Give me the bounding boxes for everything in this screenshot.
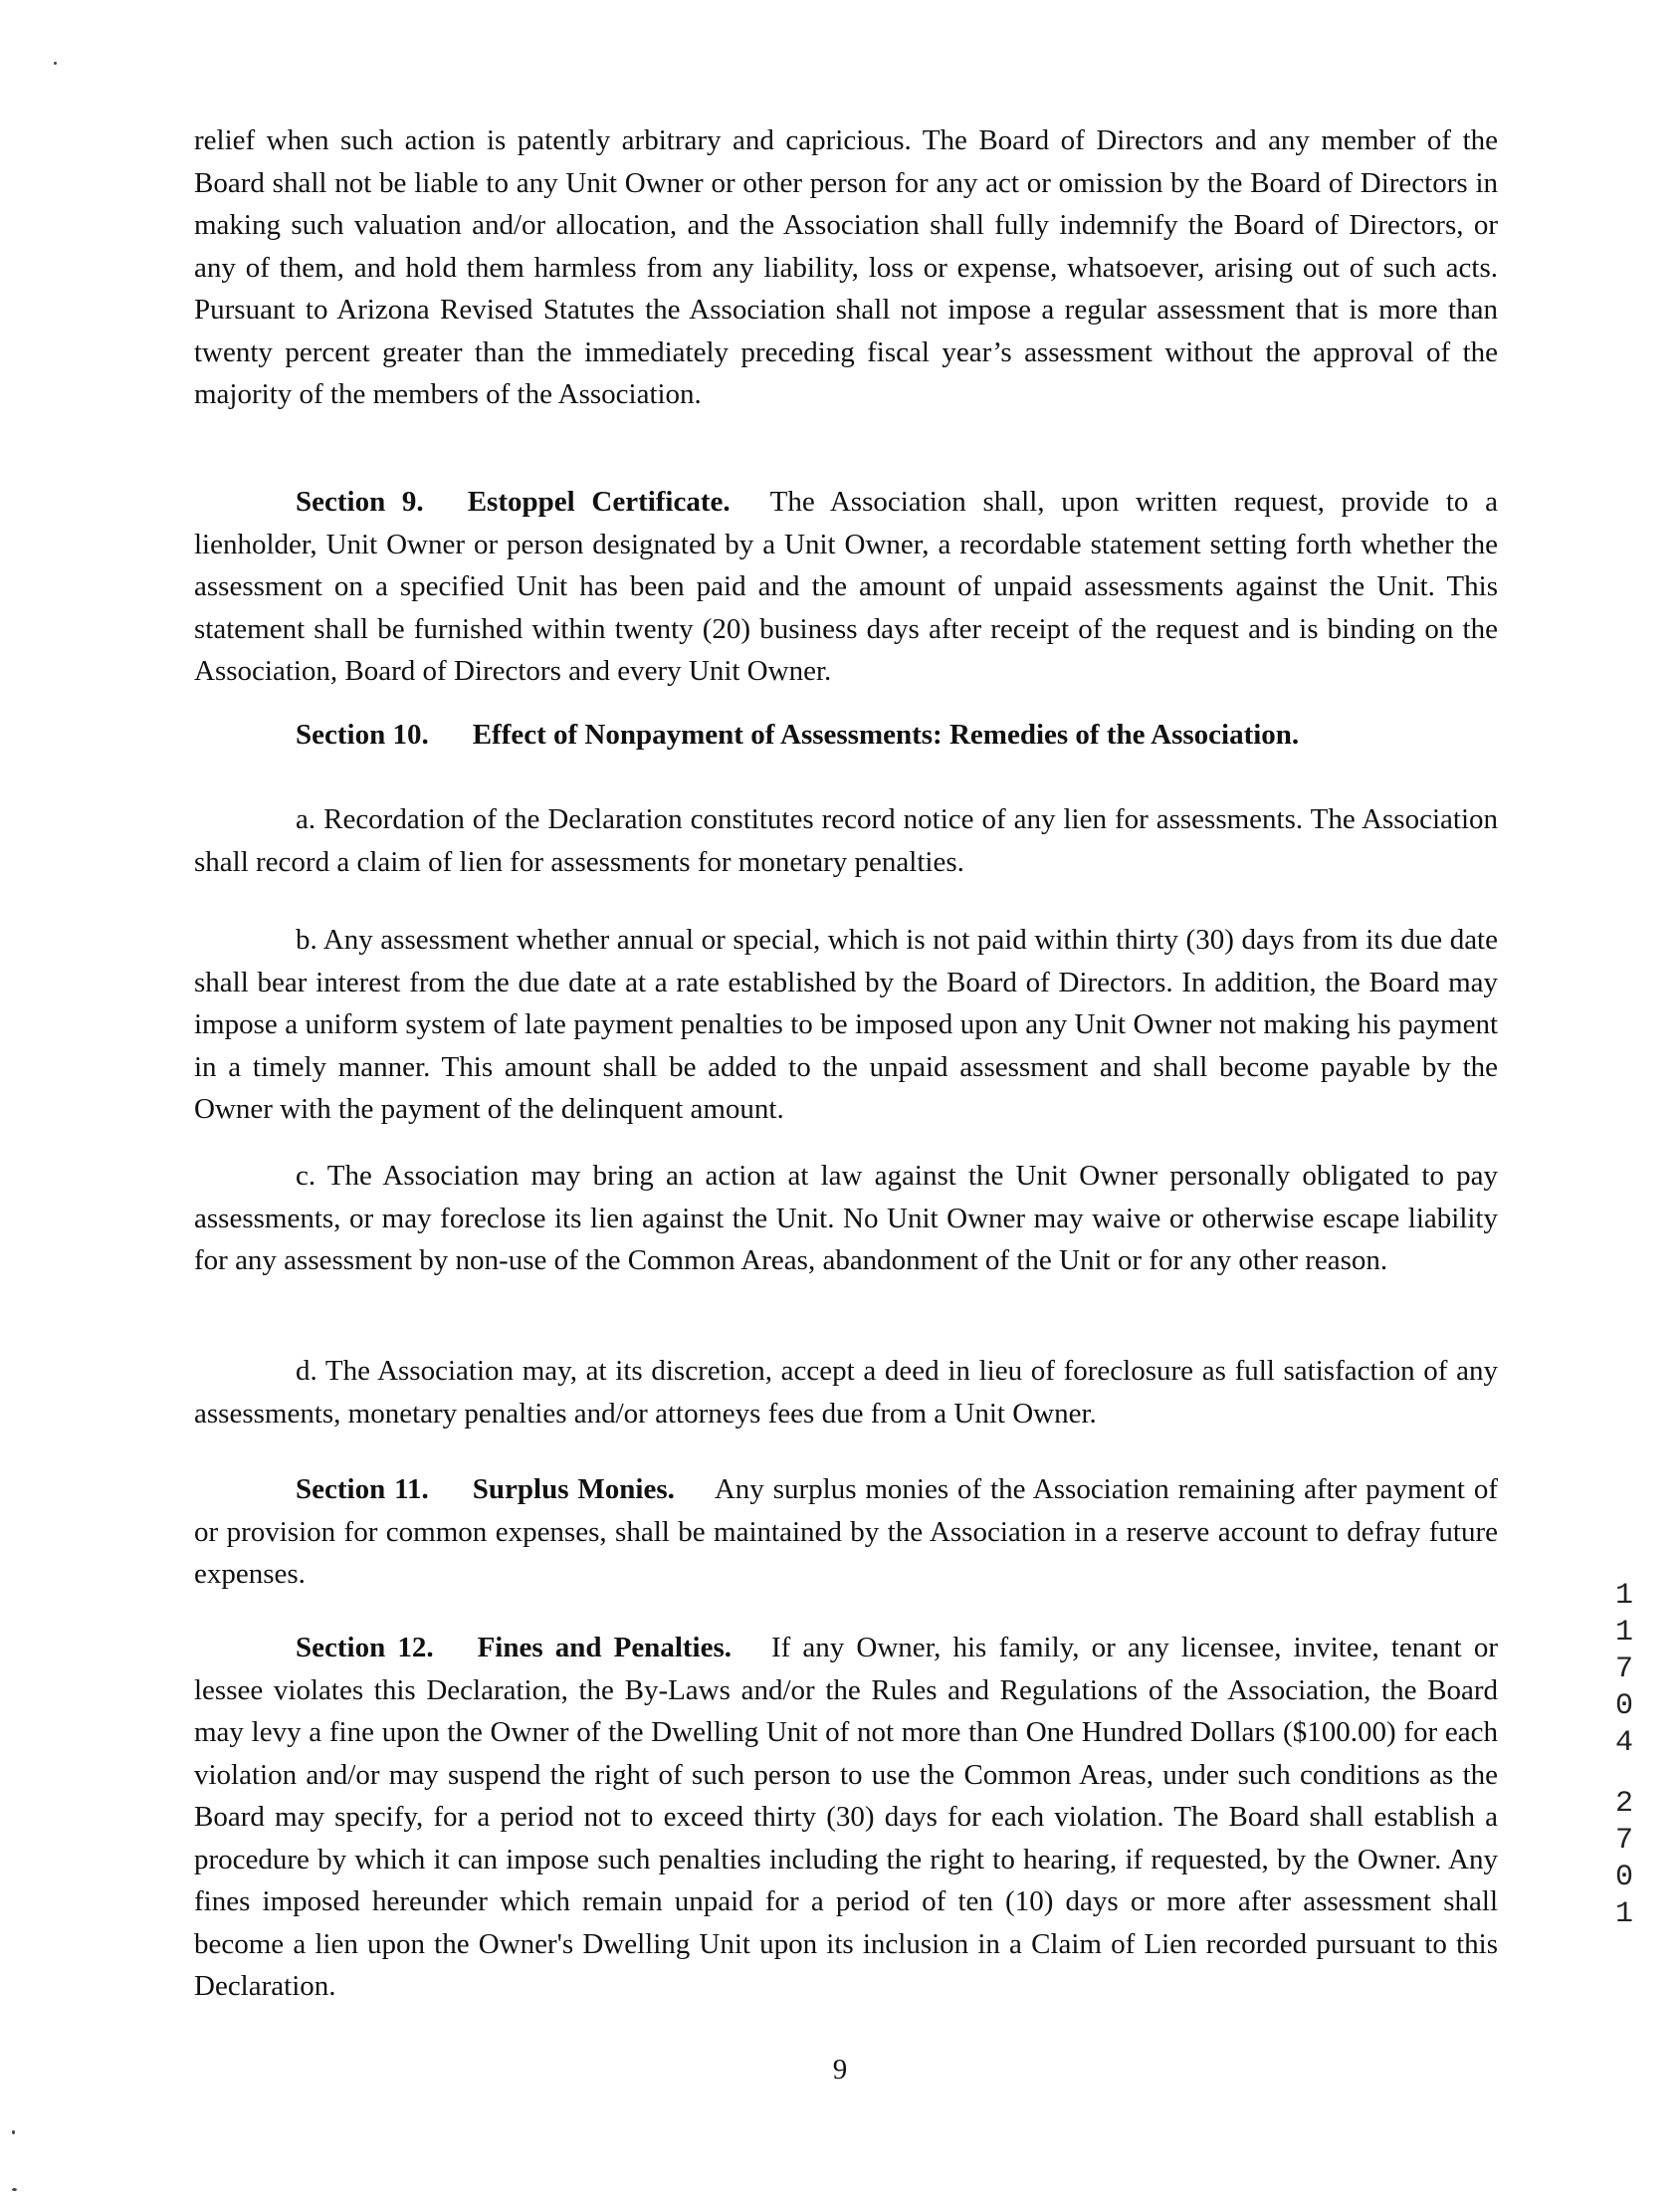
stamp-digit: 4 <box>1614 1726 1633 1760</box>
section-11-title: Surplus Monies. <box>472 1473 675 1505</box>
stamp-digit: 2 <box>1614 1787 1633 1821</box>
stamp-digit: 1 <box>1614 1579 1633 1613</box>
section-10-item-b: b. Any assessment whether annual or special, which is not paid within thirty (30) days from its due date shall bear interest from the due date at a rate established by the Board of Directors. In addition, the Board may impose a uniform system of late payment penalties to be imposed upon any Unit Owner not making his payment in a timely manner. This amount shall be added to the unpaid assessment and shall become payable by the Owner with the payment of the delinquent amount. <box>194 924 1498 1125</box>
scan-speck <box>12 2130 15 2134</box>
section-10-number: Section 10. <box>296 719 429 751</box>
section-10-item-d: d. The Association may, at its discretion, accept a deed in lieu of foreclosure as full satisfaction of any assessments, monetary penalties and/or attorneys fees due from a Unit Owner. <box>194 1355 1498 1430</box>
section-9-body: The Association shall, upon written request, provide to a lienholder, Unit Owner or person designated by a Unit Owner, a recordable statement setting forth whether the assessment on a specified Unit has been paid and the amount of unpaid assessments against the Unit. This statement shall be furnished within twenty (20) business days after receipt of the request and is binding on the Association, Board of Directors and every Unit Owner. <box>194 486 1498 687</box>
section-10-heading <box>296 719 1299 752</box>
stamp-digit: 7 <box>1614 1653 1633 1686</box>
stamp-digit: 1 <box>1614 1616 1633 1650</box>
continuation-paragraph: relief when such action is patently arbitrary and capricious. The Board of Directors and any member of the Board shall not be liable to any Unit Owner or other person for any act or omission by the Board of Directors in making such valuation and/or allocation, and the Association shall fully indemnify the Board of Directors, or any of them, and hold them harmless from any liability, loss or expense, whatsoever, arising out of such acts. Pursuant to Arizona Revised Statutes the Association shall not impose a regular assessment that is more than twenty percent greater than the immediately preceding fiscal year’s assessment without the approval of the majority of the members of the Association. <box>194 124 1498 410</box>
section-10-item-c: c. The Association may bring an action at law against the Unit Owner personally obligated to pay assessments, or may foreclose its lien against the Unit. No Unit Owner may waive or otherwise escape liability for any assessment by non-use of the Common Areas, abandonment of the Unit or for any other reason. <box>194 1160 1498 1276</box>
section-11-body: Any surplus monies of the Association remaining after payment of or provision for common expenses, shall be maintained by the Association in a reserve account to defray future expenses. <box>194 1473 1498 1590</box>
recording-stamp-top <box>1610 1578 1638 1762</box>
section-10-title: Effect of Nonpayment of Assessments: Remedies of the Association. <box>472 719 1300 751</box>
scan-speck <box>54 62 57 65</box>
section-11-paragraph <box>194 1468 1498 1596</box>
section-9-paragraph <box>194 481 1498 693</box>
section-9-number: Section 9. <box>296 486 424 518</box>
scan-speck <box>12 2188 17 2191</box>
section-11-number: Section 11. <box>296 1473 429 1505</box>
section-9-title: Estoppel Certificate. <box>467 486 731 518</box>
stamp-digit: 0 <box>1614 1689 1633 1723</box>
section-12-paragraph <box>194 1627 1498 2008</box>
section-12-title: Fines and Penalties. <box>477 1632 732 1663</box>
recording-stamp-bottom <box>1610 1786 1638 1933</box>
section-10-item-a: a. Recordation of the Declaration constitutes record notice of any lien for assessments. The Association shall record a claim of lien for assessments for monetary penalties. <box>194 803 1498 878</box>
page-number: 9 <box>832 2054 848 2086</box>
stamp-digit: 1 <box>1614 1897 1633 1931</box>
stamp-digit: 7 <box>1614 1824 1633 1858</box>
section-12-body: If any Owner, his family, or any licensee, invitee, tenant or lessee violates this Declaration, the By-Laws and/or the Rules and Regulations of the Association, the Board may levy a fine upon the Owner of the Dwelling Unit of not more than One Hundred Dollars ($100.00) for each violation and/or may suspend the right of such person to use the Common Areas, under such conditions as the Board may specify, for a period not to exceed thirty (30) days for each violation. The Board shall establish a procedure by which it can impose such penalties including the right to hearing, if requested, by the Owner. Any fines imposed hereunder which remain unpaid for a period of ten (10) days or more after assessment shall become a lien upon the Owner's Dwelling Unit upon its inclusion in a Claim of Lien recorded pursuant to this Declaration. <box>194 1632 1498 2002</box>
section-12-number: Section 12. <box>296 1632 434 1663</box>
stamp-digit: 0 <box>1614 1861 1633 1894</box>
